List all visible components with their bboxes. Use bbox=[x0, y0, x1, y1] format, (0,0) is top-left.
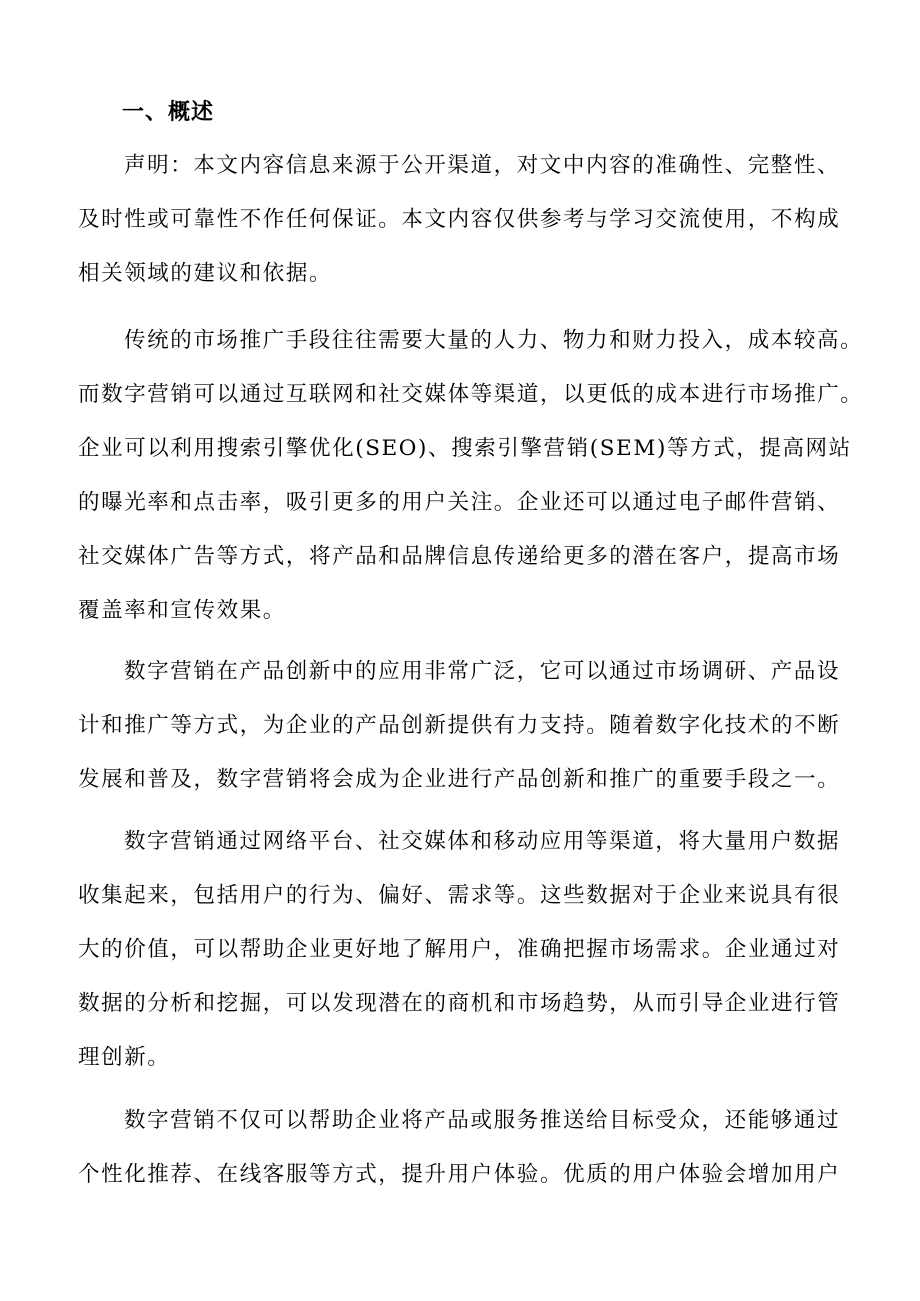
section-heading: 一、概述 bbox=[122, 100, 215, 125]
text-line: 企业可以利用搜索引擎优化(SEO)、搜索引擎营销(SEM)等方式，提高网站 bbox=[78, 436, 852, 461]
text-line: 社交媒体广告等方式，将产品和品牌信息传递给更多的潜在客户，提高市场 bbox=[78, 544, 841, 569]
text-line: 收集起来，包括用户的行为、偏好、需求等。这些数据对于企业来说具有很 bbox=[78, 883, 841, 908]
text-line: 计和推广等方式，为企业的产品创新提供有力支持。随着数字化技术的不断 bbox=[78, 713, 841, 738]
paragraph-traditional-marketing bbox=[78, 314, 864, 638]
paragraph-user-data bbox=[78, 815, 848, 1085]
text-line: 个性化推荐、在线客服等方式，提升用户体验。优质的用户体验会增加用户 bbox=[78, 1162, 841, 1187]
text-line: 发展和普及，数字营销将会成为企业进行产品创新和推广的重要手段之一。 bbox=[78, 767, 841, 792]
text-line: 数字营销不仅可以帮助企业将产品或服务推送给目标受众，还能够通过 bbox=[124, 1108, 841, 1133]
paragraph-product-innovation bbox=[78, 645, 848, 807]
text-line: 数字营销通过网络平台、社交媒体和移动应用等渠道，将大量用户数据 bbox=[124, 829, 841, 854]
text-line: 及时性或可靠性不作任何保证。本文内容仅供参考与学习交流使用，不构成 bbox=[78, 207, 841, 232]
text-line: 大的价值，可以帮助企业更好地了解用户，准确把握市场需求。企业通过对 bbox=[78, 937, 841, 962]
text-line: 声明：本文内容信息来源于公开渠道，对文中内容的准确性、完整性、 bbox=[124, 153, 841, 178]
text-line: 数字营销在产品创新中的应用非常广泛，它可以通过市场调研、产品设 bbox=[124, 659, 841, 684]
paragraph-user-experience bbox=[78, 1094, 848, 1202]
text-line: 覆盖率和宣传效果。 bbox=[78, 598, 286, 623]
text-line: 的曝光率和点击率，吸引更多的用户关注。企业还可以通过电子邮件营销、 bbox=[78, 490, 841, 515]
text-line: 而数字营销可以通过互联网和社交媒体等渠道，以更低的成本进行市场推广。 bbox=[78, 382, 864, 407]
paragraph-disclaimer bbox=[78, 139, 848, 301]
text-line: 数据的分析和挖掘，可以发现潜在的商机和市场趋势，从而引导企业进行管 bbox=[78, 991, 841, 1016]
text-line: 相关领域的建议和依据。 bbox=[78, 261, 333, 286]
text-line: 传统的市场推广手段往往需要大量的人力、物力和财力投入，成本较高。 bbox=[124, 328, 864, 353]
text-line: 理创新。 bbox=[78, 1045, 171, 1070]
